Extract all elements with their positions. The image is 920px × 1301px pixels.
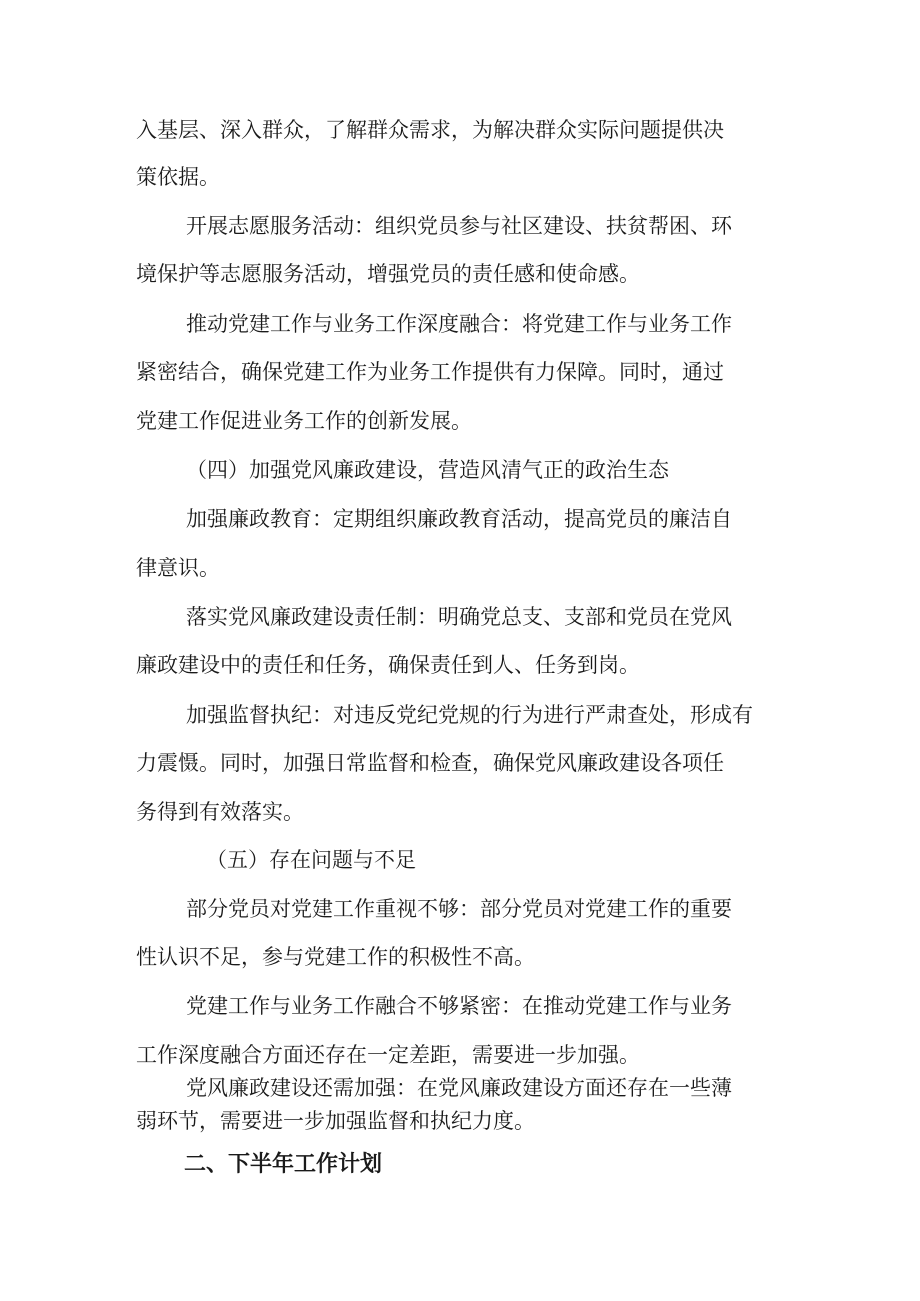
paragraph-line: 工作深度融合方面还存在一定差距，需要进一步加强。 <box>136 1043 640 1067</box>
paragraph-line: 力震慑。同时，加强日常监督和检查，确保党风廉政建设各项任 <box>136 751 724 775</box>
paragraph-line: 性认识不足，参与党建工作的积极性不高。 <box>136 945 535 969</box>
paragraph-line: 党建工作促进业务工作的创新发展。 <box>136 409 472 433</box>
paragraph-line: 落实党风廉政建设责任制：明确党总支、支部和党员在党风 <box>186 605 732 629</box>
paragraph-line: 加强监督执纪：对违反党纪党规的行为进行严肃查处，形成有 <box>186 703 753 727</box>
paragraph-line: 加强廉政教育：定期组织廉政教育活动，提高党员的廉洁自 <box>186 507 732 531</box>
section-heading-4: （四）加强党风廉政建设，营造风清气正的政治生态 <box>186 458 669 482</box>
paragraph-line: 党建工作与业务工作融合不够紧密：在推动党建工作与业务 <box>186 994 732 1018</box>
paragraph-line: 推动党建工作与业务工作深度融合：将党建工作与业务工作 <box>186 312 732 336</box>
paragraph-line: 弱环节，需要进一步加强监督和执纪力度。 <box>136 1109 535 1133</box>
paragraph-line: 部分党员对党建工作重视不够：部分党员对党建工作的重要 <box>186 897 732 921</box>
paragraph-line: 境保护等志愿服务活动，增强党员的责任感和使命感。 <box>136 262 640 286</box>
paragraph-line: 律意识。 <box>136 556 220 580</box>
paragraph-line: 紧密结合，确保党建工作为业务工作提供有力保障。同时，通过 <box>136 360 724 384</box>
paragraph-line: 务得到有效落实。 <box>136 800 304 824</box>
paragraph-line: 党风廉政建设还需加强：在党风廉政建设方面还存在一些薄 <box>186 1076 732 1100</box>
paragraph-line: 入基层、深入群众，了解群众需求，为解决群众实际问题提供决 <box>136 118 724 142</box>
section-heading-5: （五）存在问题与不足 <box>206 848 416 872</box>
paragraph-line: 策依据。 <box>136 165 220 189</box>
chapter-heading: 二、下半年工作计划 <box>184 1152 383 1177</box>
paragraph-line: 廉政建设中的责任和任务，确保责任到人、任务到岗。 <box>136 653 640 677</box>
paragraph-line: 开展志愿服务活动：组织党员参与社区建设、扶贫帮困、环 <box>186 214 732 238</box>
